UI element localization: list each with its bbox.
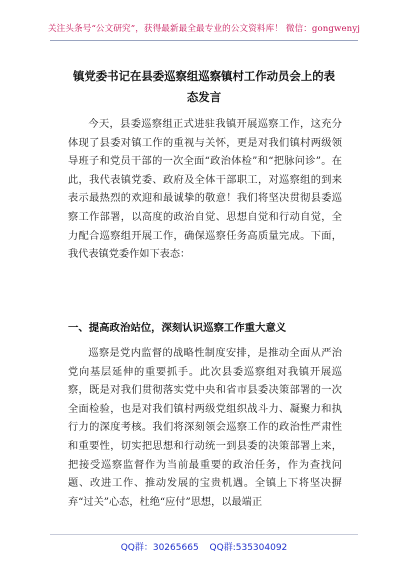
footer-divider	[50, 534, 358, 535]
paragraph-text: 今天，县委巡察组正式进驻我镇开展巡察工作，这充分体现了县委对镇工作的重视与关怀，更是对我们镇村两级领导班子和党员干部的一次全面“政治体检”和“把脉问诊”。在此，我代表镇党委、政府及全体干部职工，对巡察组的到来表示最热烈的欢迎和最诚挚的敬意！我们将坚决贯彻县委巡察工作部署，以高度的政治自觉、思想自觉和行动自觉，全力配合巡察组开展工作，确保巡察任务高质量完成。下面，我代表镇党委作如下表态：	[68, 119, 342, 261]
qq-group-1: QQ群：30265665	[120, 543, 199, 553]
paragraph-text: 巡察是党内监督的战略性制度安排，是推动全面从严治党向基层延伸的重要抓手。此次县委巡察组对我镇开展巡察，既是对我们贯彻落实党中央和省市县委决策部署的一次全面检验，也是对我们镇村两级党组织战斗力、凝聚力和执行力的深度考核。我们将深刻领会巡察工作的政治性严肃性和重要性，切实把思想和行动统一到县委的决策部署上来，把接受巡察监督作为当前最重要的政治任务，作为查找问题、改进工作、推动发展的宝贵机遇。全镇上下将坚决摒弃“过关”心态，杜绝“应付”思想，以最端正	[68, 348, 342, 508]
body-paragraph-2	[68, 345, 342, 512]
header-notice: 关注头条号“公文研究”，获得最新最全最专业的公文资料库！ 微信：gongwenyj	[47, 24, 361, 34]
qq-group-2: QQ群:535304092	[209, 543, 288, 553]
header-divider	[50, 40, 358, 41]
document-title: 镇党委书记在县委巡察组巡察镇村工作动员会上的表态发言	[73, 69, 335, 104]
footer-contacts	[0, 540, 408, 553]
section-heading-1: 一、提高政治站位，深刻认识巡察工作重大意义	[68, 322, 287, 334]
body-paragraph-1	[68, 116, 342, 265]
